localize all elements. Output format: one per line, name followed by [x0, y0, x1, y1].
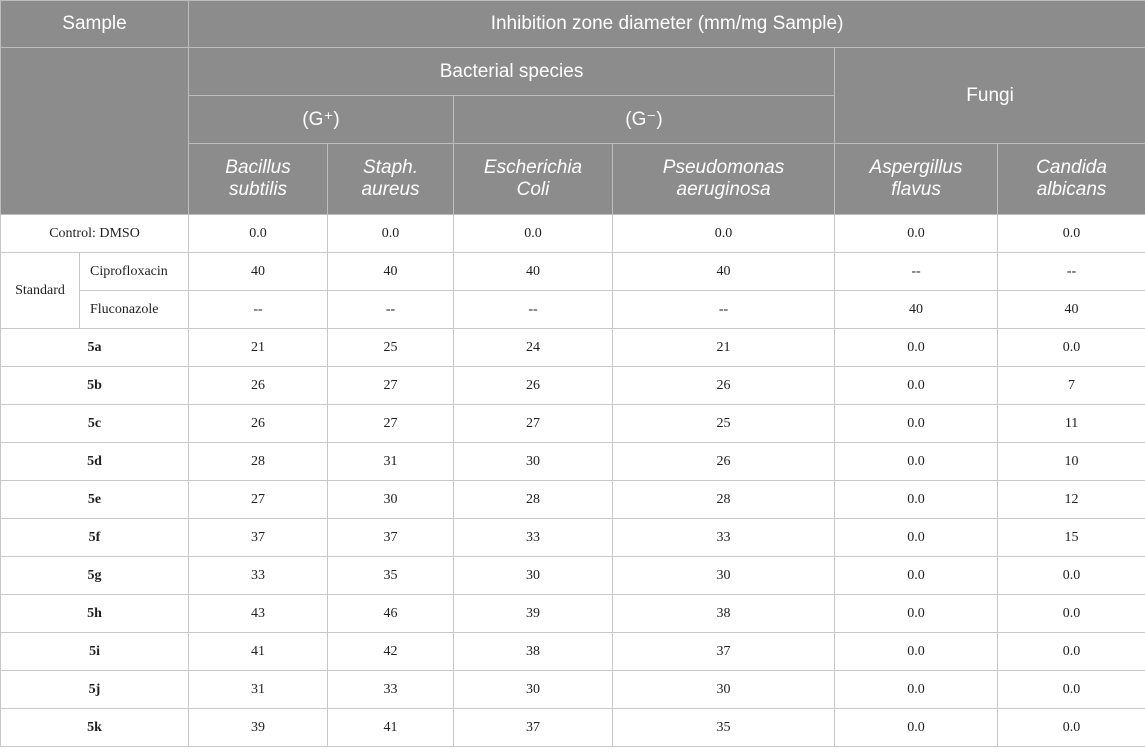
- sample-id: 5f: [1, 519, 189, 557]
- table-cell: 30: [613, 671, 835, 709]
- sample-id: 5d: [1, 443, 189, 481]
- sample-id: 5b: [1, 367, 189, 405]
- species-line1: Staph.: [363, 157, 418, 178]
- species-line1: Bacillus: [225, 157, 291, 178]
- table-cell: 25: [613, 405, 835, 443]
- standard-label: Standard: [1, 253, 80, 329]
- table-cell: 15: [998, 519, 1145, 557]
- table-cell: 40: [998, 291, 1145, 329]
- table-cell: 26: [189, 405, 328, 443]
- species-header: [328, 144, 454, 215]
- sample-column-header: Sample: [1, 1, 189, 48]
- table-cell: 0.0: [835, 709, 998, 747]
- table-cell: 0.0: [998, 595, 1145, 633]
- table-cell: --: [998, 253, 1145, 291]
- species-line2: Coli: [516, 179, 550, 200]
- table-cell: 7: [998, 367, 1145, 405]
- table-row: [1, 443, 1145, 481]
- species-line1: Candida: [1036, 157, 1107, 178]
- sample-id: 5j: [1, 671, 189, 709]
- table-cell: 28: [189, 443, 328, 481]
- table-cell: 10: [998, 443, 1145, 481]
- table-cell: 0.0: [835, 405, 998, 443]
- table-cell: 41: [328, 709, 454, 747]
- table-cell: 0.0: [998, 633, 1145, 671]
- table-row: [1, 329, 1145, 367]
- table-cell: 26: [454, 367, 613, 405]
- table-cell: 0.0: [998, 215, 1145, 253]
- table-body: [1, 215, 1145, 329]
- table-cell: 0.0: [835, 367, 998, 405]
- table-cell: 0.0: [835, 633, 998, 671]
- gram-positive-header: (G⁺): [189, 96, 454, 144]
- table-row: [1, 519, 1145, 557]
- table-cell: 46: [328, 595, 454, 633]
- species-line1: Aspergillus: [869, 157, 963, 178]
- table-cell: 35: [613, 709, 835, 747]
- sample-id: 5i: [1, 633, 189, 671]
- control-row: [1, 215, 1145, 253]
- species-header: [613, 144, 835, 215]
- table-cell: 12: [998, 481, 1145, 519]
- table-cell: 40: [613, 253, 835, 291]
- table-cell: 40: [189, 253, 328, 291]
- table-cell: 0.0: [835, 215, 998, 253]
- sample-id: 5c: [1, 405, 189, 443]
- table-row: [1, 405, 1145, 443]
- table-cell: 38: [613, 595, 835, 633]
- sample-id: 5e: [1, 481, 189, 519]
- table-cell: 37: [189, 519, 328, 557]
- table-cell: 21: [189, 329, 328, 367]
- table-cell: 0.0: [835, 595, 998, 633]
- table-row: [1, 633, 1145, 671]
- table-cell: 33: [454, 519, 613, 557]
- table-cell: 27: [328, 405, 454, 443]
- table-row: [1, 481, 1145, 519]
- gram-negative-header: (G⁻): [454, 96, 835, 144]
- standard-row: [1, 291, 1145, 329]
- table-cell: 0.0: [835, 443, 998, 481]
- table-cell: 35: [328, 557, 454, 595]
- table-cell: 0.0: [835, 329, 998, 367]
- table-cell: 42: [328, 633, 454, 671]
- table-cell: --: [454, 291, 613, 329]
- sample-id: 5g: [1, 557, 189, 595]
- bacterial-species-header: Bacterial species: [189, 48, 835, 96]
- table-cell: 40: [328, 253, 454, 291]
- species-line2: albicans: [1036, 179, 1107, 200]
- table-cell: 11: [998, 405, 1145, 443]
- table-cell: 41: [189, 633, 328, 671]
- species-header: [454, 144, 613, 215]
- table-row: [1, 671, 1145, 709]
- table-cell: 33: [613, 519, 835, 557]
- table-cell: 0.0: [835, 519, 998, 557]
- table-cell: 0.0: [189, 215, 328, 253]
- species-line2: flavus: [891, 179, 941, 200]
- table-cell: 30: [454, 557, 613, 595]
- table-cell: 0.0: [835, 671, 998, 709]
- table-cell: --: [328, 291, 454, 329]
- table-cell: 39: [189, 709, 328, 747]
- table-cell: --: [613, 291, 835, 329]
- table-cell: 27: [454, 405, 613, 443]
- table-cell: 0.0: [835, 557, 998, 595]
- table-cell: 40: [454, 253, 613, 291]
- table-cell: --: [189, 291, 328, 329]
- species-line2: subtilis: [228, 179, 288, 200]
- sample-id: 5k: [1, 709, 189, 747]
- table-cell: 30: [454, 671, 613, 709]
- table-cell: 39: [454, 595, 613, 633]
- table-cell: 26: [613, 443, 835, 481]
- species-header: [189, 144, 328, 215]
- table-cell: 0.0: [835, 481, 998, 519]
- table-cell: 28: [613, 481, 835, 519]
- table-cell: 27: [189, 481, 328, 519]
- table-row: [1, 709, 1145, 747]
- table-cell: 43: [189, 595, 328, 633]
- species-line2: aureus: [361, 179, 420, 200]
- table-cell: 0.0: [998, 709, 1145, 747]
- table-cell: 21: [613, 329, 835, 367]
- table-cell: 37: [454, 709, 613, 747]
- table-cell: 0.0: [998, 671, 1145, 709]
- sample-id: 5a: [1, 329, 189, 367]
- table-cell: 0.0: [328, 215, 454, 253]
- table-cell: 24: [454, 329, 613, 367]
- main-title-header: Inhibition zone diameter (mm/mg Sample): [189, 1, 1145, 48]
- table-cell: 0.0: [613, 215, 835, 253]
- fungi-header: Fungi: [835, 48, 1145, 144]
- table-cell: 31: [328, 443, 454, 481]
- table-cell: 37: [613, 633, 835, 671]
- table-cell: 37: [328, 519, 454, 557]
- table-row: [1, 557, 1145, 595]
- control-label: Control: DMSO: [1, 215, 189, 253]
- table-cell: 38: [454, 633, 613, 671]
- table-cell: 27: [328, 367, 454, 405]
- table-cell: 0.0: [454, 215, 613, 253]
- sample-rows: [1, 329, 1145, 747]
- table-row: [1, 595, 1145, 633]
- table-row: [1, 367, 1145, 405]
- table-cell: --: [835, 253, 998, 291]
- table-cell: 0.0: [998, 329, 1145, 367]
- standard-row: [1, 253, 1145, 291]
- sample-header-spacer: [1, 48, 189, 215]
- table-cell: 30: [613, 557, 835, 595]
- table-header: [1, 1, 1145, 215]
- standard-drug-name: Ciprofloxacin: [80, 253, 189, 291]
- table-cell: 30: [328, 481, 454, 519]
- table-cell: 0.0: [998, 557, 1145, 595]
- table-cell: 33: [328, 671, 454, 709]
- standard-drug-name: Fluconazole: [80, 291, 189, 329]
- table-cell: 28: [454, 481, 613, 519]
- table-cell: 33: [189, 557, 328, 595]
- table-cell: 26: [189, 367, 328, 405]
- species-line1: Escherichia: [483, 157, 583, 178]
- species-header: [998, 144, 1145, 215]
- species-line1: Pseudomonas: [662, 157, 785, 178]
- table-cell: 30: [454, 443, 613, 481]
- table-cell: 31: [189, 671, 328, 709]
- table-cell: 40: [835, 291, 998, 329]
- table-cell: 25: [328, 329, 454, 367]
- sample-id: 5h: [1, 595, 189, 633]
- table-cell: 26: [613, 367, 835, 405]
- species-line2: aeruginosa: [676, 179, 771, 200]
- species-header: [835, 144, 998, 215]
